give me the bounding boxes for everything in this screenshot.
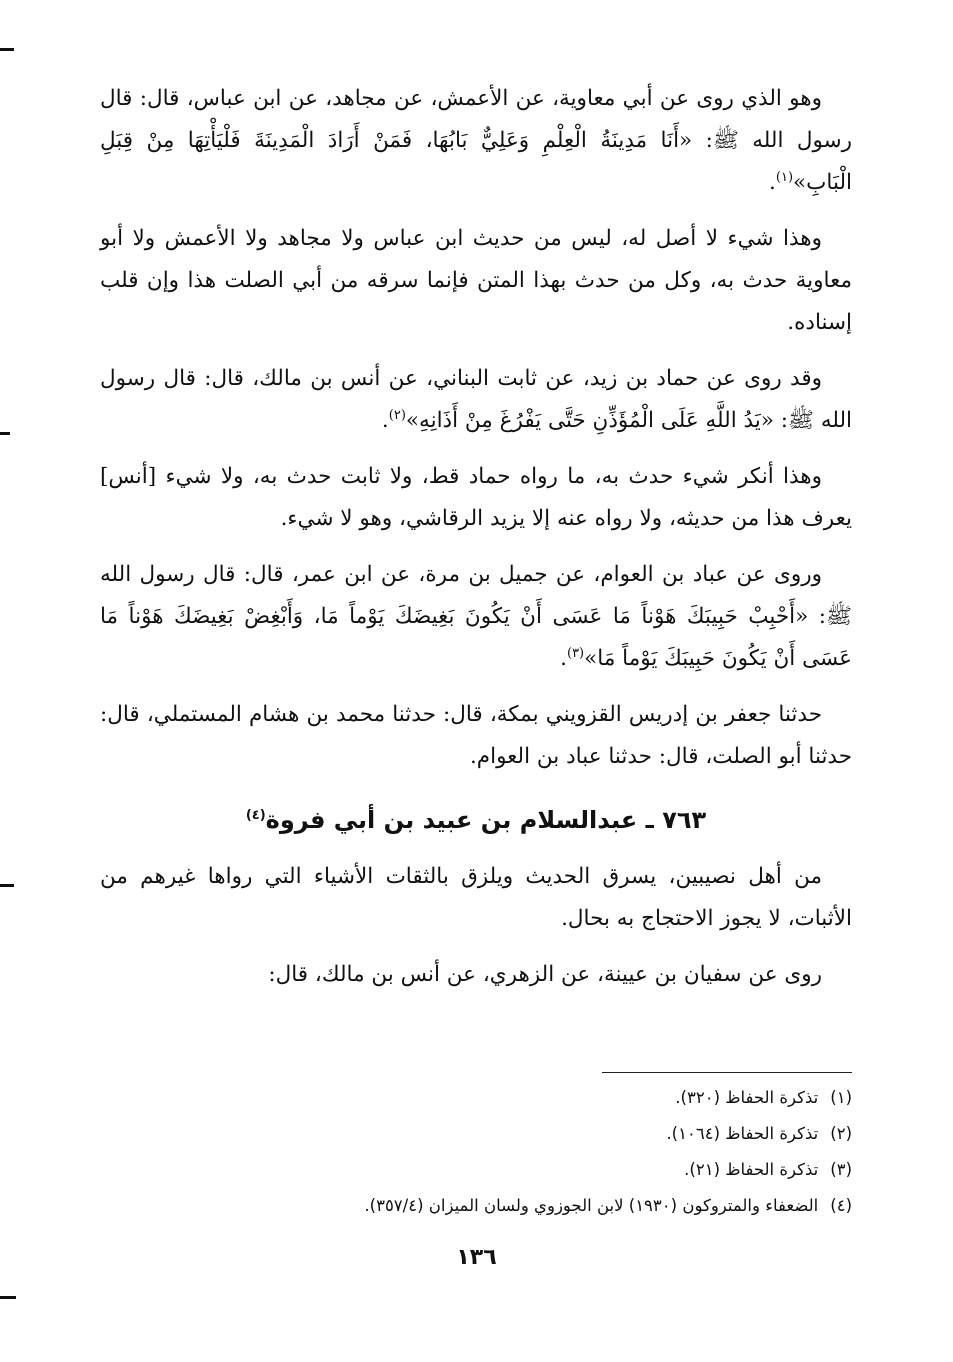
footnote-ref-2: (٢): [388, 407, 406, 423]
footnote-1: (١)تذكرة الحفاظ (٣٢٠).: [675, 1088, 852, 1107]
footnote-ref-4: (٤): [245, 808, 266, 823]
entry-heading: ٧٦٣ ـ عبدالسلام بن عبيد بن أبي فروة$^{(٤)}$: [245, 806, 707, 834]
page-body: [100, 78, 852, 1010]
footnote-3: (٣)تذكرة الحفاظ (٢١).: [684, 1160, 852, 1179]
footnote-4: (٤)الضعفاء والمتروكون (١٩٣٠) لابن الجوزوي ولسان الميزان (٣٥٧/٤).: [364, 1196, 852, 1215]
paragraph-8: روى عن سفيان بن عيينة، عن الزهري، عن أنس بن مالك، قال:: [268, 962, 822, 987]
paragraph-2: وهذا شيء لا أصل له، ليس من حديث ابن عباس ولا مجاهد ولا الأعمش ولا أبو معاوية حدث به، وكل من حدث بهذا المتن فإنما سرقه من أبي الصلت هذا وإن قلب إسناده.: [100, 226, 852, 335]
scan-mark: [0, 432, 10, 435]
paragraph-1: وهو الذي روى عن أبي معاوية، عن الأعمش، عن مجاهد، عن ابن عباس، قال: قال رسول الله ﷺ: «أَنَا مَدِينَةُ الْعِلْمِ وَعَلِيٌّ بَابُهَا، فَمَنْ أَرَادَ الْمَدِينَةَ فَلْيَأْتِهَا مِنْ قِبَلِ الْبَابِ»$^{(١)}$.: [100, 86, 852, 195]
paragraph-7: من أهل نصيبين، يسرق الحديث ويلزق بالثقات الأشياء التي رواها غيرهم من الأثبات، لا يجوز الاحتجاج به بحال.: [100, 864, 852, 931]
footnote-ref-3: (٣): [566, 645, 585, 661]
scan-mark: [0, 884, 14, 887]
page-number: ١٣٦: [456, 1245, 497, 1270]
scan-mark: [0, 1296, 16, 1299]
scan-mark: [0, 48, 14, 51]
paragraph-6: حدثنا جعفر بن إدريس القزويني بمكة، قال: حدثنا محمد بن هشام المستملي، قال: حدثنا أبو الصلت، قال: حدثنا عباد بن العوام.: [100, 702, 852, 769]
paragraph-4: وهذا أنكر شيء حدث به، ما رواه حماد قط، ولا ثابت حدث به، ولا شيء [أنس] يعرف هذا من حديثه، ولا رواه عنه إلا يزيد الرقاشي، وهو لا شيء.: [100, 464, 852, 531]
paragraph-5: وروى عن عباد بن العوام، عن جميل بن مرة، عن ابن عمر، قال: قال رسول الله ﷺ: «أَحْبِبْ حَبِيبَكَ هَوْناً مَا عَسَى أَنْ يَكُونَ بَغِيضَكَ يَوْماً مَا، وَأَبْغِضْ بَغِيضَكَ هَوْناً مَا عَسَى أَنْ يَكُونَ حَبِيبَكَ يَوْماً مَا»$^{(٣)}$.: [100, 562, 852, 671]
footnote-2: (٢)تذكرة الحفاظ (١٠٦٤).: [666, 1124, 852, 1143]
paragraph-3: وقد روى عن حماد بن زيد، عن ثابت البناني، عن أنس بن مالك، قال: قال رسول الله ﷺ: «يَدُ اللَّهِ عَلَى الْمُؤَذِّنِ حَتَّى يَفْرُغَ مِنْ أَذَانِهِ»$^{(٢)}$.: [100, 366, 852, 433]
footnote-ref-1: (١): [775, 169, 794, 185]
footnote-divider: [602, 1072, 852, 1073]
footnotes: [100, 1080, 852, 1224]
